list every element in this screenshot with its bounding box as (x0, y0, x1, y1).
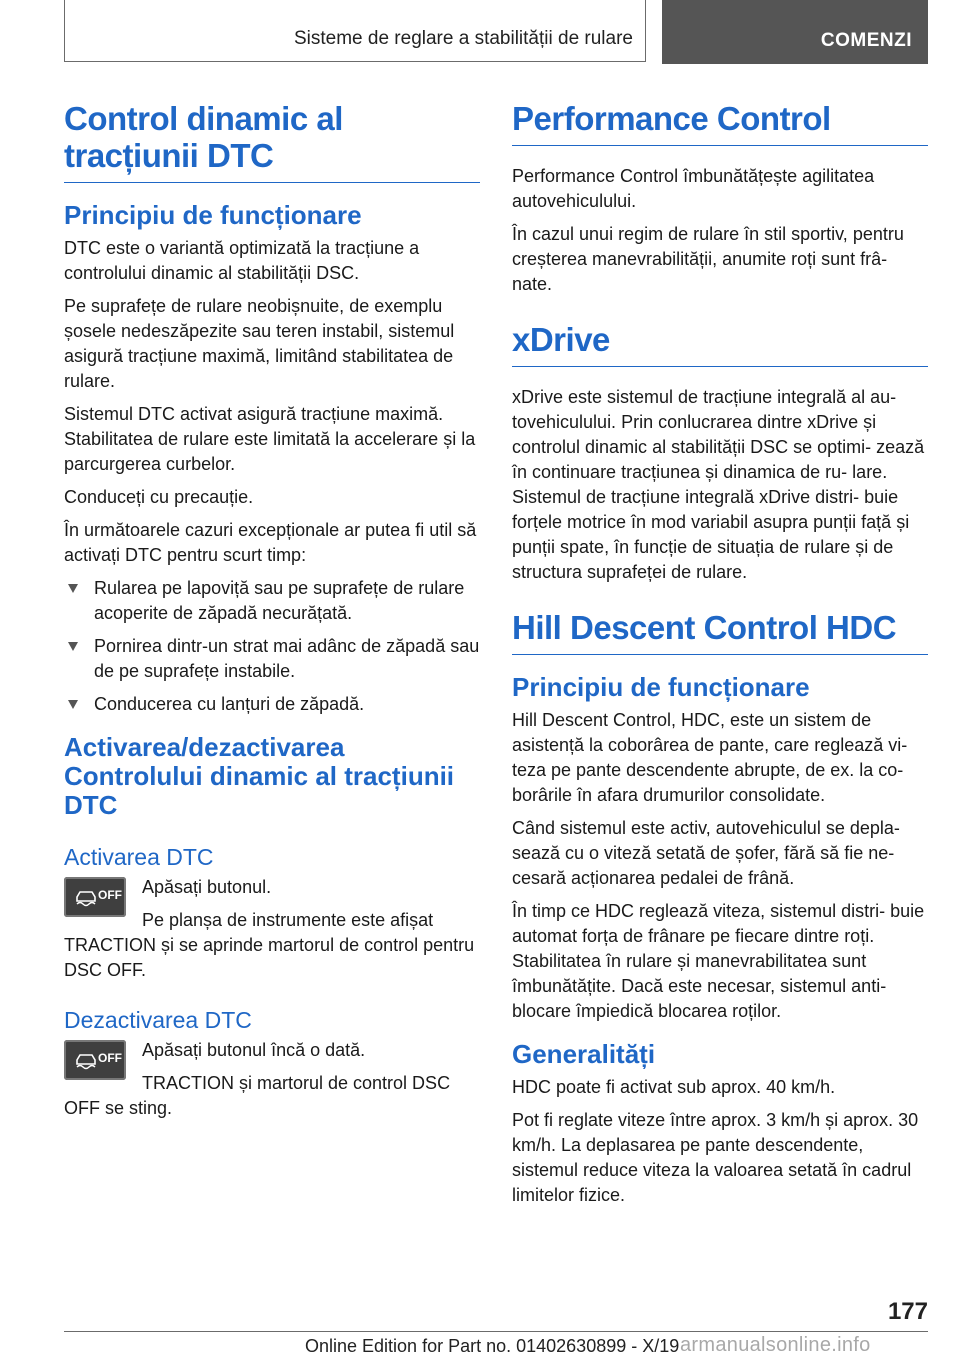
chapter-tab: COMENZI (662, 0, 928, 64)
section-title: Sisteme de reglare a stabilității de rulare (64, 0, 646, 62)
paragraph: Performance Control îmbunătățește agilitatea autovehiculului. (512, 166, 875, 211)
paragraph: În timp ce HDC reglează viteza, sistemul distri- buie automat forța de frânare pe fiecare dintre roți. Stabilitatea în rulare și manevrabilitatea sunt îmbunătățite. Dacă este necesar, sistemul anti- blocare împiedică blocarea roților. (512, 901, 925, 1021)
paragraph: xDrive este sistemul de tracțiune integrală al au- tovehiculului. Prin conlucrarea dintre xDrive și controlul dinamic al stabilității DSC se optimi- zează în continuare tracțiunea și dinamica de ru- lare. Sistemul de tracțiune integrală xDrive distri- buie forțele motrice în mod variabil asupra punții față și punții spate, în funcție de situația de rulare și de structura suprafeței de rulare. (512, 387, 925, 582)
paragraph-wrapped (64, 908, 480, 983)
list-item (64, 692, 480, 717)
car-skid-icon (74, 889, 98, 907)
paragraph: Pe suprafețe de rulare neobișnuite, de exemplu șosele nedeszăpezite sau teren instabil, sistemul asigură tracțiune maximă, limitând stabilitatea de rulare. (64, 296, 455, 391)
activate-dtc-heading: Activarea DTC (64, 844, 214, 870)
activation-heading: Activarea/dezactivarea Controlului dinamic al tracțiunii DTC (64, 732, 455, 820)
paragraph: În cazul unui regim de rulare în stil sportiv, pentru creșterea manevrabilității, anumite roți sunt frâ- nate. (512, 224, 904, 294)
paragraph-wrapped (64, 1071, 480, 1121)
paragraph: DTC este o variantă optimizată la tracțiune a controlului dinamic al stabilității DSC. (64, 238, 420, 283)
triangle-bullet-icon (68, 700, 78, 709)
bullet-list (64, 576, 480, 717)
list-item-text: Rularea pe lapoviță sau pe suprafețe de rulare acoperite de zăpadă necurățată. (94, 578, 465, 623)
watermark: armanualsonline.info (680, 1334, 871, 1356)
list-item-text: Pornirea dintr-un strat mai adânc de zăpadă sau de pe suprafețe instabile. (94, 636, 480, 681)
list-item (64, 576, 480, 626)
list-item (64, 634, 480, 684)
paragraph: În următoarele cazuri excepționale ar putea fi util să activați DTC pentru scurt timp: (64, 520, 477, 565)
deactivate-instruction (64, 1038, 480, 1121)
paragraph: Hill Descent Control, HDC, este un sistem de asistență la coborârea de pante, care reglează vi- teza pe pante descendente abrupte, de ex. la co- borârile în afara drumurilor consolidate. (512, 710, 908, 805)
activate-instruction (64, 875, 480, 983)
paragraph: Apăsați butonul. (142, 877, 272, 897)
footer-divider (64, 1331, 928, 1332)
paragraph-text: Pe planșa de instrumente este afișat TRACTION și se aprinde martorul de control pentru DSC OFF. (64, 910, 475, 980)
page-header (64, 0, 928, 64)
xdrive-heading: xDrive (512, 321, 928, 367)
principle-heading: Principiu de funcționare (512, 672, 810, 702)
performance-control-heading: Performance Control (512, 100, 928, 146)
list-item-text: Conducerea cu lanțuri de zăpadă. (94, 694, 365, 714)
principle-heading: Principiu de funcționare (64, 200, 362, 230)
deactivate-dtc-heading: Dezactivarea DTC (64, 1007, 252, 1033)
hdc-heading: Hill Descent Control HDC (512, 609, 928, 655)
triangle-bullet-icon (68, 584, 78, 593)
paragraph: Pot fi reglate viteze între aprox. 3 km/h și aprox. 30 km/h. La deplasarea pe pante descendente, sistemul reduce viteza la valoarea setată în cadrul limitelor fizice. (512, 1110, 919, 1205)
paragraph: Conduceți cu precauție. (64, 487, 254, 507)
dtc-heading: Control dinamic al tracțiunii DTC (64, 100, 480, 183)
triangle-bullet-icon (68, 642, 78, 651)
paragraph: Apăsați butonul încă o dată. (142, 1040, 366, 1060)
edition-text: Online Edition for Part no. 01402630899 - X/19 (305, 1336, 680, 1356)
dsc-off-button-icon (64, 1040, 126, 1080)
paragraph: Sistemul DTC activat asigură tracțiune maximă. Stabilitatea de rulare este limitată la accelerare și la parcurgerea curbelor. (64, 404, 476, 474)
paragraph: HDC poate fi activat sub aprox. 40 km/h. (512, 1077, 836, 1097)
paragraph-text: TRACTION și martorul de control DSC OFF se sting. (64, 1073, 451, 1118)
right-column (512, 100, 928, 1216)
paragraph: Când sistemul este activ, autovehiculul se depla- sează cu o viteză setată de șofer, fără să fie ne- cesară acționarea pedalei de frână. (512, 818, 900, 888)
car-skid-icon (74, 1052, 98, 1070)
off-label: OFF (98, 888, 122, 902)
off-label: OFF (98, 1051, 122, 1065)
page-number: 177 (887, 1298, 928, 1325)
general-heading: Generalități (512, 1039, 656, 1069)
dsc-off-button-icon (64, 877, 126, 917)
left-column (64, 100, 480, 1129)
